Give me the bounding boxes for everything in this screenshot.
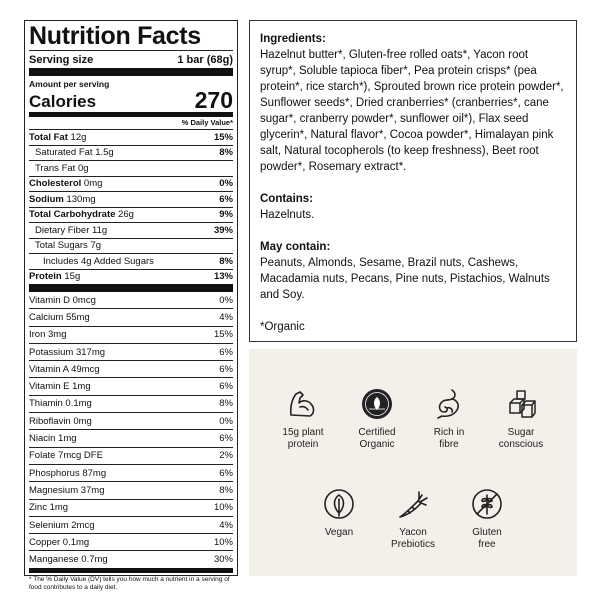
- nutrient-row-trans-fat: Trans Fat 0g: [29, 160, 233, 176]
- vitamin-row: Riboflavin 0mg 0%: [29, 412, 233, 429]
- nutrient-row-dietary-fiber: Dietary Fiber 11g 39%: [29, 222, 233, 238]
- serving-size-row: [29, 51, 233, 68]
- nutrient-row-added-sugars: Includes 4g Added Sugars 8%: [29, 253, 233, 269]
- vitamin-row: Thiamin 0.1mg 8%: [29, 395, 233, 412]
- intestine-icon: [432, 387, 466, 421]
- claim-rich-in-fibre: Rich in fibre: [409, 387, 489, 451]
- leaf-icon: [322, 487, 356, 521]
- vitamin-row: Phosphorus 87mg 6%: [29, 464, 233, 481]
- daily-value-header: % Daily Value*: [181, 118, 233, 127]
- vitamin-row: Calcium 55mg 4%: [29, 308, 233, 325]
- vitamins-list: [29, 292, 233, 568]
- nutrient-row-total-sugars: Total Sugars 7g: [29, 238, 233, 254]
- muscle-arm-icon: [286, 387, 320, 421]
- ingredients-heading: Ingredients:: [260, 33, 326, 45]
- vitamin-row: Manganese 0.7mg 30%: [29, 550, 233, 567]
- nutrient-row-sodium: Sodium 130mg 6%: [29, 191, 233, 207]
- organic-note: *Organic: [260, 321, 305, 333]
- gluten-free-icon: [470, 487, 504, 521]
- vitamin-row: Selenium 2mcg 4%: [29, 516, 233, 533]
- calories-label: Calories: [29, 92, 97, 111]
- vitamin-row: Potassium 317mg 6%: [29, 343, 233, 360]
- nutrient-row-saturated-fat: Saturated Fat 1.5g 8%: [29, 145, 233, 161]
- calories-row: [29, 89, 233, 112]
- may-contain-heading: May contain:: [260, 241, 331, 253]
- contains-text: Hazelnuts.: [260, 209, 315, 221]
- vitamin-row: Folate 7mcg DFE 2%: [29, 447, 233, 464]
- ingredients-box: [249, 20, 577, 342]
- claim-certified-organic: Certified Organic: [337, 387, 417, 451]
- nutrient-row-total-carbohydrate: Total Carbohydrate 26g 9%: [29, 207, 233, 223]
- daily-value-footnote: * The % Daily Value (DV) tells you how much a nutrient in a serving of food contributes to a daily diet.: [29, 575, 230, 591]
- serving-size-label: Serving size: [29, 53, 94, 66]
- vitamin-row: Vitamin A 49mcg 6%: [29, 360, 233, 377]
- contains-heading: Contains:: [260, 193, 314, 205]
- claim-sugar-conscious: Sugar conscious: [481, 387, 561, 451]
- vitamin-row: Vitamin E 1mg 6%: [29, 377, 233, 394]
- claim-plant-protein: 15g plant protein: [263, 387, 343, 451]
- vitamin-row: Iron 3mg 15%: [29, 326, 233, 343]
- vitamin-row: Copper 0.1mg 10%: [29, 533, 233, 550]
- nutrition-facts-panel: [24, 20, 238, 591]
- calories-value: 270: [194, 87, 233, 113]
- claim-vegan: Vegan: [299, 487, 379, 539]
- yacon-root-icon: [396, 487, 430, 521]
- vitamin-row: Zinc 1mg 10%: [29, 499, 233, 516]
- may-contain-text: Peanuts, Almonds, Sesame, Brazil nuts, Cashews, Macadamia nuts, Pecans, Pine nuts, Pistachios, Walnuts and Soy.: [260, 257, 550, 301]
- nutrient-row-cholesterol: Cholesterol 0mg 0%: [29, 176, 233, 192]
- vitamin-row: Magnesium 37mg 8%: [29, 481, 233, 498]
- amount-per-serving: Amount per serving: [29, 79, 110, 89]
- claim-gluten-free: Gluten free: [447, 487, 527, 551]
- nutrient-row-total-fat: Total Fat 12g 15%: [29, 129, 233, 145]
- nutrient-row-protein: Protein 15g 13%: [29, 269, 233, 285]
- nutrition-facts-title: Nutrition Facts: [29, 22, 201, 50]
- ingredients-text: Hazelnut butter*, Gluten-free rolled oats*, Yacon root syrup*, Soluble tapioca fiber*, Pea protein crisps* (pea protein*, rice starch*), Sprouted brown rice protein powder*, Sunflower seeds*, Dried cranberries* (cranberries*, cane sugar*, cranberry powder*, sunflower oil*), Flax seed glycerin*, Natural flavor*, Cocoa powder*, Himalayan pink salt, Natural tocopherols (to keep freshness), Beet root powder*, Rosemary extract*.: [260, 49, 564, 173]
- vitamin-row: Vitamin D 0mcg 0%: [29, 294, 233, 306]
- product-claims-panel: [249, 349, 577, 576]
- organic-seal-icon: [360, 387, 394, 421]
- claim-yacon-prebiotics: Yacon Prebiotics: [373, 487, 453, 551]
- sugar-cubes-icon: [504, 387, 538, 421]
- serving-size-value: 1 bar (68g): [177, 53, 233, 66]
- vitamin-row: Niacin 1mg 6%: [29, 429, 233, 446]
